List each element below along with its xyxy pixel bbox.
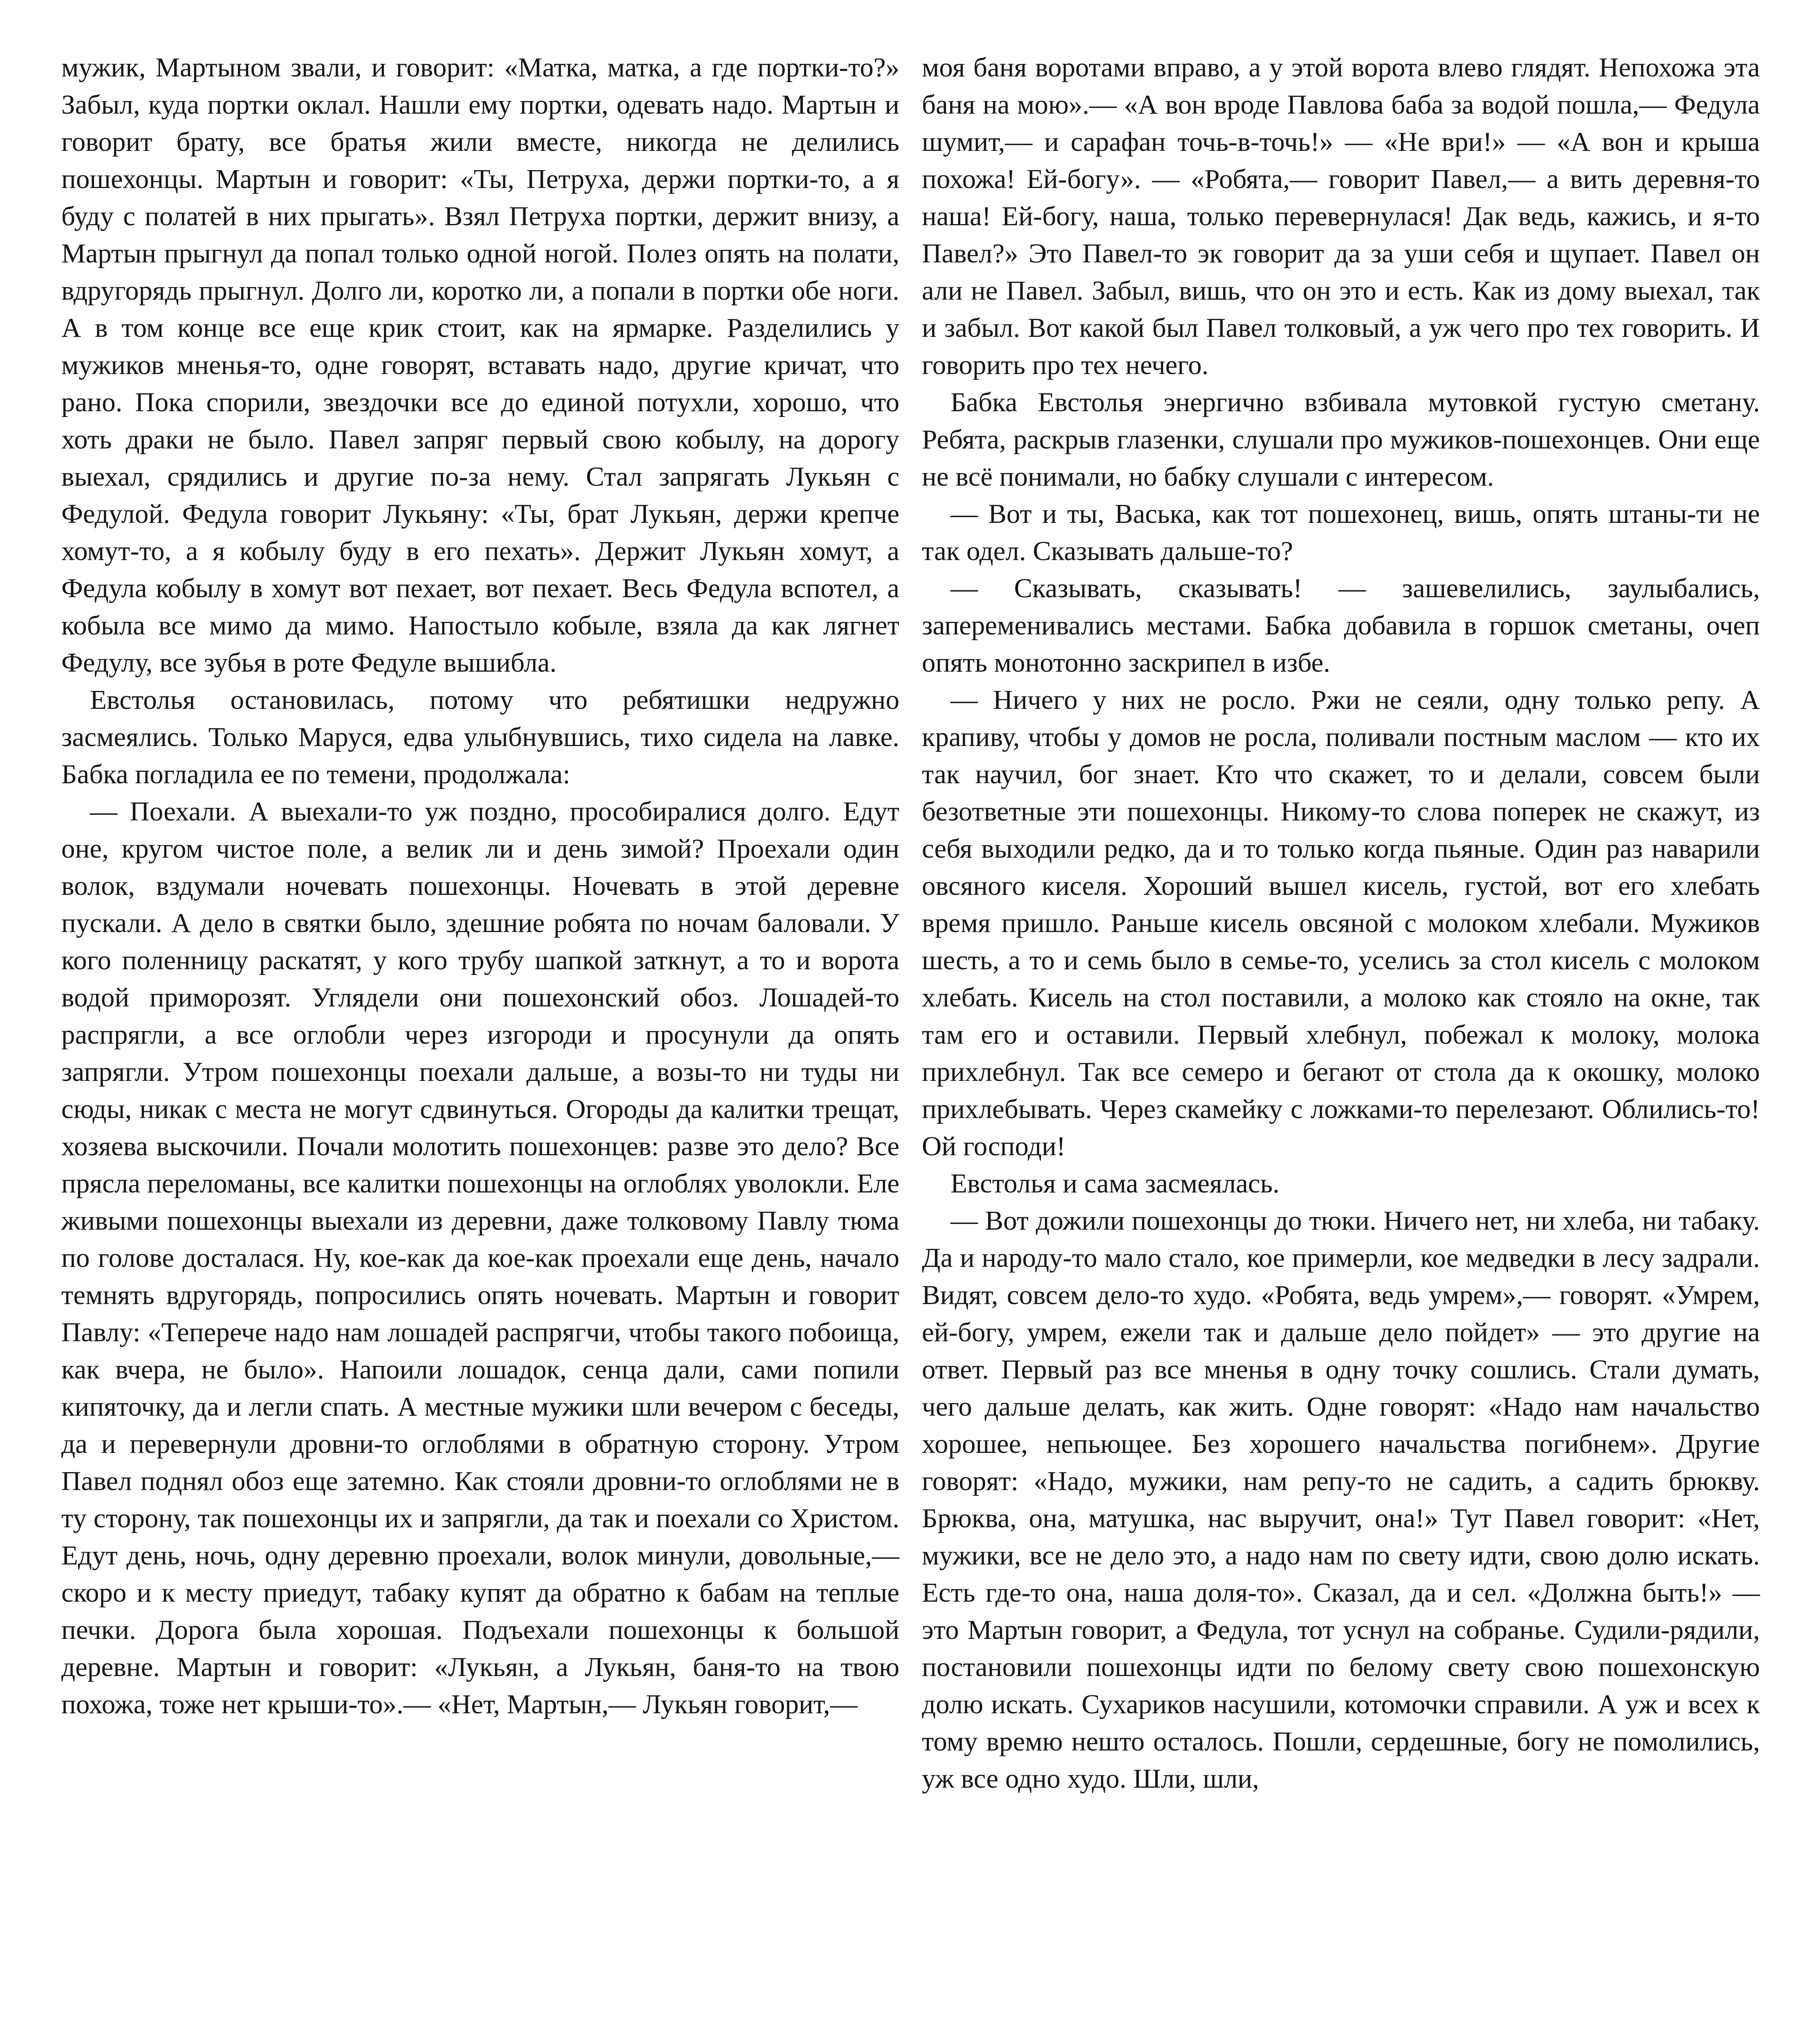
right-text-column	[922, 49, 1760, 1797]
paragraph: — Ничего у них не росло. Ржи не сеяли, одну только репу. А крапиву, чтобы у домов не росла, поливали постным маслом — кто их так научил, бог знает. Кто что скажет, то и делали, совсем были безответные эти пошехонцы. Никому-то слова поперек не скажут, из себя выходили редко, да и то только когда пьяные. Один раз наварили овсяного киселя. Хороший вышел кисель, густой, вот его хлебать время пришло. Раньше кисель овсяной с молоком хлебали. Мужиков шесть, а то и семь было в семье-то, уселись за стол кисель с молоком хлебать. Кисель на стол поставили, а молоко как стояло на окне, так там его и оставили. Первый хлебнул, побежал к молоку, молока прихлебнул. Так все семеро и бегают от стола да к окошку, молоко прихлебывать. Через скамейку с ложками-то перелезают. Облились-то! Ой господи!	[922, 685, 1760, 1161]
paragraph: Бабка Евстолья энергично взбивала мутовкой густую сметану. Ребята, раскрыв глазенки, слушали про мужиков-пошехонцев. Они еще не всё понимали, но бабку слушали с интересом.	[922, 387, 1760, 492]
paragraph: Евстолья и сама засмеялась.	[950, 1168, 1280, 1199]
paragraph: — Сказывать, сказывать! — зашевелились, заулыбались, запеременивались местами. Бабка добавила в горшок сметаны, очеп опять монотонно заскрипел в избе.	[922, 573, 1760, 678]
paragraph: Евстолья остановилась, потому что ребятишки недружно засмеялись. Только Маруся, едва улыбнувшись, тихо сидела на лавке. Бабка погладила ее по темени, продолжала:	[61, 685, 899, 789]
paragraph: — Вот дожили пошехонцы до тюки. Ничего нет, ни хлеба, ни табаку. Да и народу-то мало стало, кое примерли, кое медведки в лесу задрали. Видят, совсем дело-то худо. «Робята, ведь умрем»,— говорят. «Умрем, ей-богу, умрем, ежели так и дальше дело пойдет» — это другие на ответ. Первый раз все мненья в одну точку сошлись. Стали думать, чего дальше делать, как жить. Одне говорят: «Надо нам начальство хорошее, непьющее. Без хорошего начальства погибнем». Другие говорят: «Надо, мужики, нам репу-то не садить, а садить брюкву. Брюква, она, матушка, нас выручит, она!» Тут Павел говорит: «Нет, мужики, все не дело это, а надо нам по свету идти, свою долю искать. Есть где-то она, наша доля-то». Сказал, да и сел. «Должна быть!» — это Мартын говорит, а Федула, тот уснул на собранье. Судили-рядили, постановили пошехонцы идти по белому свету свою пошехонскую долю искать. Сухариков насушили, котомочки справили. А уж и всех к тому времю нешто осталось. Пошли, сердешные, богу не помолились, уж все одно худо. Шли, шли,	[922, 1206, 1760, 1794]
paragraph: моя баня воротами вправо, а у этой ворота влево глядят. Непохожа эта баня на мою».— «А вон вроде Павлова баба за водой пошла,— Федула шумит,— и сарафан точь-в-точь!» — «Не ври!» — «А вон и крыша похожа! Ей-богу». — «Робята,— говорит Павел,— а вить деревня-то наша! Ей-богу, наша, только перевернулася! Дак ведь, кажись, и я-то Павел?» Это Павел-то эк говорит да за уши себя и щупает. Павел он али не Павел. Забыл, вишь, что он это и есть. Как из дому выехал, так и забыл. Вот какой был Павел толковый, а уж чего про тех говорить. И говорить про тех нечего.	[922, 52, 1760, 380]
paragraph: — Вот и ты, Васька, как тот пошехонец, вишь, опять штаны-ти не так одел. Сказывать дальше-то?	[922, 499, 1760, 566]
paragraph: мужик, Мартыном звали, и говорит: «Матка, матка, а где портки-то?» Забыл, куда портки оклал. Нашли ему портки, одевать надо. Мартын и говорит брату, все братья жили вместе, никогда не делились пошехонцы. Мартын и говорит: «Ты, Петруха, держи портки-то, а я буду с полатей в них прыгать». Взял Петруха портки, держит внизу, а Мартын прыгнул да попал только одной ногой. Полез опять на полати, вдругорядь прыгнул. Долго ли, коротко ли, а попали в портки обе ноги. А в том конце все еще крик стоит, как на ярмарке. Разделились у мужиков мненья-то, одне говорят, вставать надо, другие кричат, что рано. Пока спорили, звездочки все до единой потухли, хорошо, что хоть драки не было. Павел запряг первый свою кобылу, на дорогу выехал, срядились и другие по-за нему. Стал запрягать Лукьян с Федулой. Федула говорит Лукьяну: «Ты, брат Лукьян, держи крепче хомут-то, а я кобылу буду в его пехать». Держит Лукьян хомут, а Федула кобылу в хомут вот пехает, вот пехает. Весь Федула вспотел, а кобыла все мимо да мимо. Напостыло кобыле, взяла да как лягнет Федулу, все зубья в роте Федуле вышибла.	[61, 52, 899, 678]
left-text-column	[61, 49, 899, 1723]
paragraph: — Поехали. А выехали-то уж поздно, прособиралися долго. Едут оне, кругом чистое поле, а велик ли и день зимой? Проехали один волок, вздумали ночевать пошехонцы. Ночевать в этой деревне пускали. А дело в святки было, здешние робята по ночам баловали. У кого поленницу раскатят, у кого трубу шапкой заткнут, а то и ворота водой приморозят. Углядели они пошехонский обоз. Лошадей-то распрягли, а все оглобли через изгороди и просунули да опять запрягли. Утром пошехонцы поехали дальше, а возы-то ни туды ни сюды, никак с места не могут сдвинуться. Огороды да калитки трещат, хозяева выскочили. Почали молотить пошехонцев: разве это дело? Все прясла переломаны, все калитки пошехонцы на оглоблях уволокли. Еле живыми пошехонцы выехали из деревни, даже толковому Павлу тюма по голове досталася. Ну, кое-как да кое-как проехали еще день, начало темнять вдругорядь, попросились опять ночевать. Мартын и говорит Павлу: «Теперече надо нам лошадей распрягчи, чтобы такого побоища, как вчера, не было». Напоили лошадок, сенца дали, сами попили кипяточку, да и легли спать. А местные мужики шли вечером с беседы, да и перевернули дровни-то оглоблями в обратную сторону. Утром Павел поднял обоз еще затемно. Как стояли дровни-то оглоблями не в ту сторону, так пошехонцы их и запрягли, да так и поехали со Христом. Едут день, ночь, одну деревню проехали, волок минули, довольные,— скоро и к месту приедут, табаку купят да обратно к бабам на теплые печки. Дорога была хорошая. Подъехали пошехонцы к большой деревне. Мартын и говорит: «Лукьян, а Лукьян, баня-то на твою похожа, тоже нет крыши-то».— «Нет, Мартын,— Лукьян говорит,—	[61, 796, 899, 1719]
